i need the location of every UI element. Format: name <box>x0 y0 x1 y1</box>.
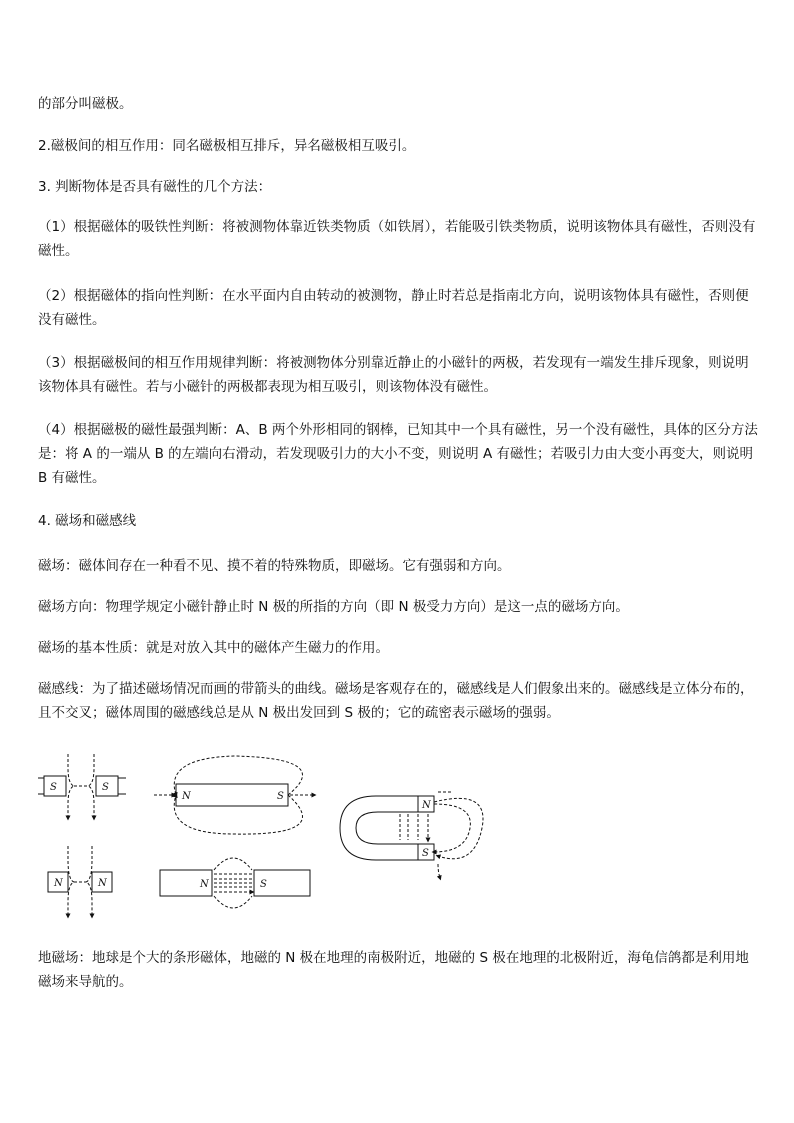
paragraph-5: （2）根据磁体的指向性判断：在水平面内自由转动的被测物，静止时若总是指南北方向，说明该物体具有磁性，否则便没有磁性。 <box>38 288 749 328</box>
paragraph-9: 磁场：磁体间存在一种看不见、摸不着的特殊物质，即磁场。它有强弱和方向。 <box>38 558 511 574</box>
paragraph-11: 磁场的基本性质：就是对放入其中的磁体产生磁力的作用。 <box>38 640 389 656</box>
magnet-pole-label: S <box>260 879 267 890</box>
magnet-pole-label: S <box>277 791 284 802</box>
paragraph-6: （3）根据磁极间的相互作用规律判断：将被测物体分别靠近静止的小磁针的两极，若发现有一端发生排斥现象，则说明该物体具有磁性。若与小磁针的两极都表现为相互吸引，则该物体没有磁性。 <box>38 355 749 395</box>
horseshoe-magnet-diagram <box>340 792 483 878</box>
magnet-pole-label: S <box>422 848 429 859</box>
paragraph-2: 2.磁极间的相互作用：同名磁极相互排斥，异名磁极相互吸引。 <box>38 138 416 154</box>
magnet-pole-label: S <box>102 782 109 793</box>
magnet-pole-label: N <box>422 800 431 811</box>
paragraph-12: 磁感线：为了描述磁场情况而画的带箭头的曲线。磁场是客观存在的，磁感线是人们假象出来的。磁感线是立体分布的，且不交叉；磁体周围的磁感线总是从 N 极出发回到 S 极的；它的疏密表示磁场的强弱。 <box>38 681 754 721</box>
magnet-pole-label: N <box>182 791 191 802</box>
bar-magnet-field-diagram <box>154 756 314 834</box>
magnet-pole-label: S <box>50 782 57 793</box>
paragraph-8: 4. 磁场和磁感线 <box>38 513 137 529</box>
magnet-pole-label: N <box>54 878 63 889</box>
n-s-attraction-diagram <box>160 858 310 908</box>
magnetic-field-lines-figure <box>34 748 504 923</box>
paragraph-7: （4）根据磁极的磁性最强判断：A、B 两个外形相同的钢棒，已知其中一个具有磁性，另一个没有磁性，具体的区分方法是：将 A 的一端从 B 的左端向右滑动，若发现吸引力的大小不变，则说明 A 有磁性；若吸引力由大变小再变大，则说明 B 有磁性。 <box>38 422 758 486</box>
magnet-pole-label: N <box>98 878 107 889</box>
paragraph-1: 的部分叫磁极。 <box>38 96 133 112</box>
paragraph-3: 3. 判断物体是否具有磁性的几个方法： <box>38 179 272 195</box>
paragraph-4: （1）根据磁体的吸铁性判断：将被测物体靠近铁类物质（如铁屑），若能吸引铁类物质，说明该物体具有磁性，否则没有磁性。 <box>38 219 756 259</box>
paragraph-10: 磁场方向：物理学规定小磁针静止时 N 极的所指的方向（即 N 极受力方向）是这一点的磁场方向。 <box>38 599 629 615</box>
paragraph-13: 地磁场：地球是个大的条形磁体，地磁的 N 极在地理的南极附近，地磁的 S 极在地理的北极附近，海龟信鸽都是利用地磁场来导航的。 <box>38 950 749 990</box>
magnet-pole-label: N <box>200 879 209 890</box>
